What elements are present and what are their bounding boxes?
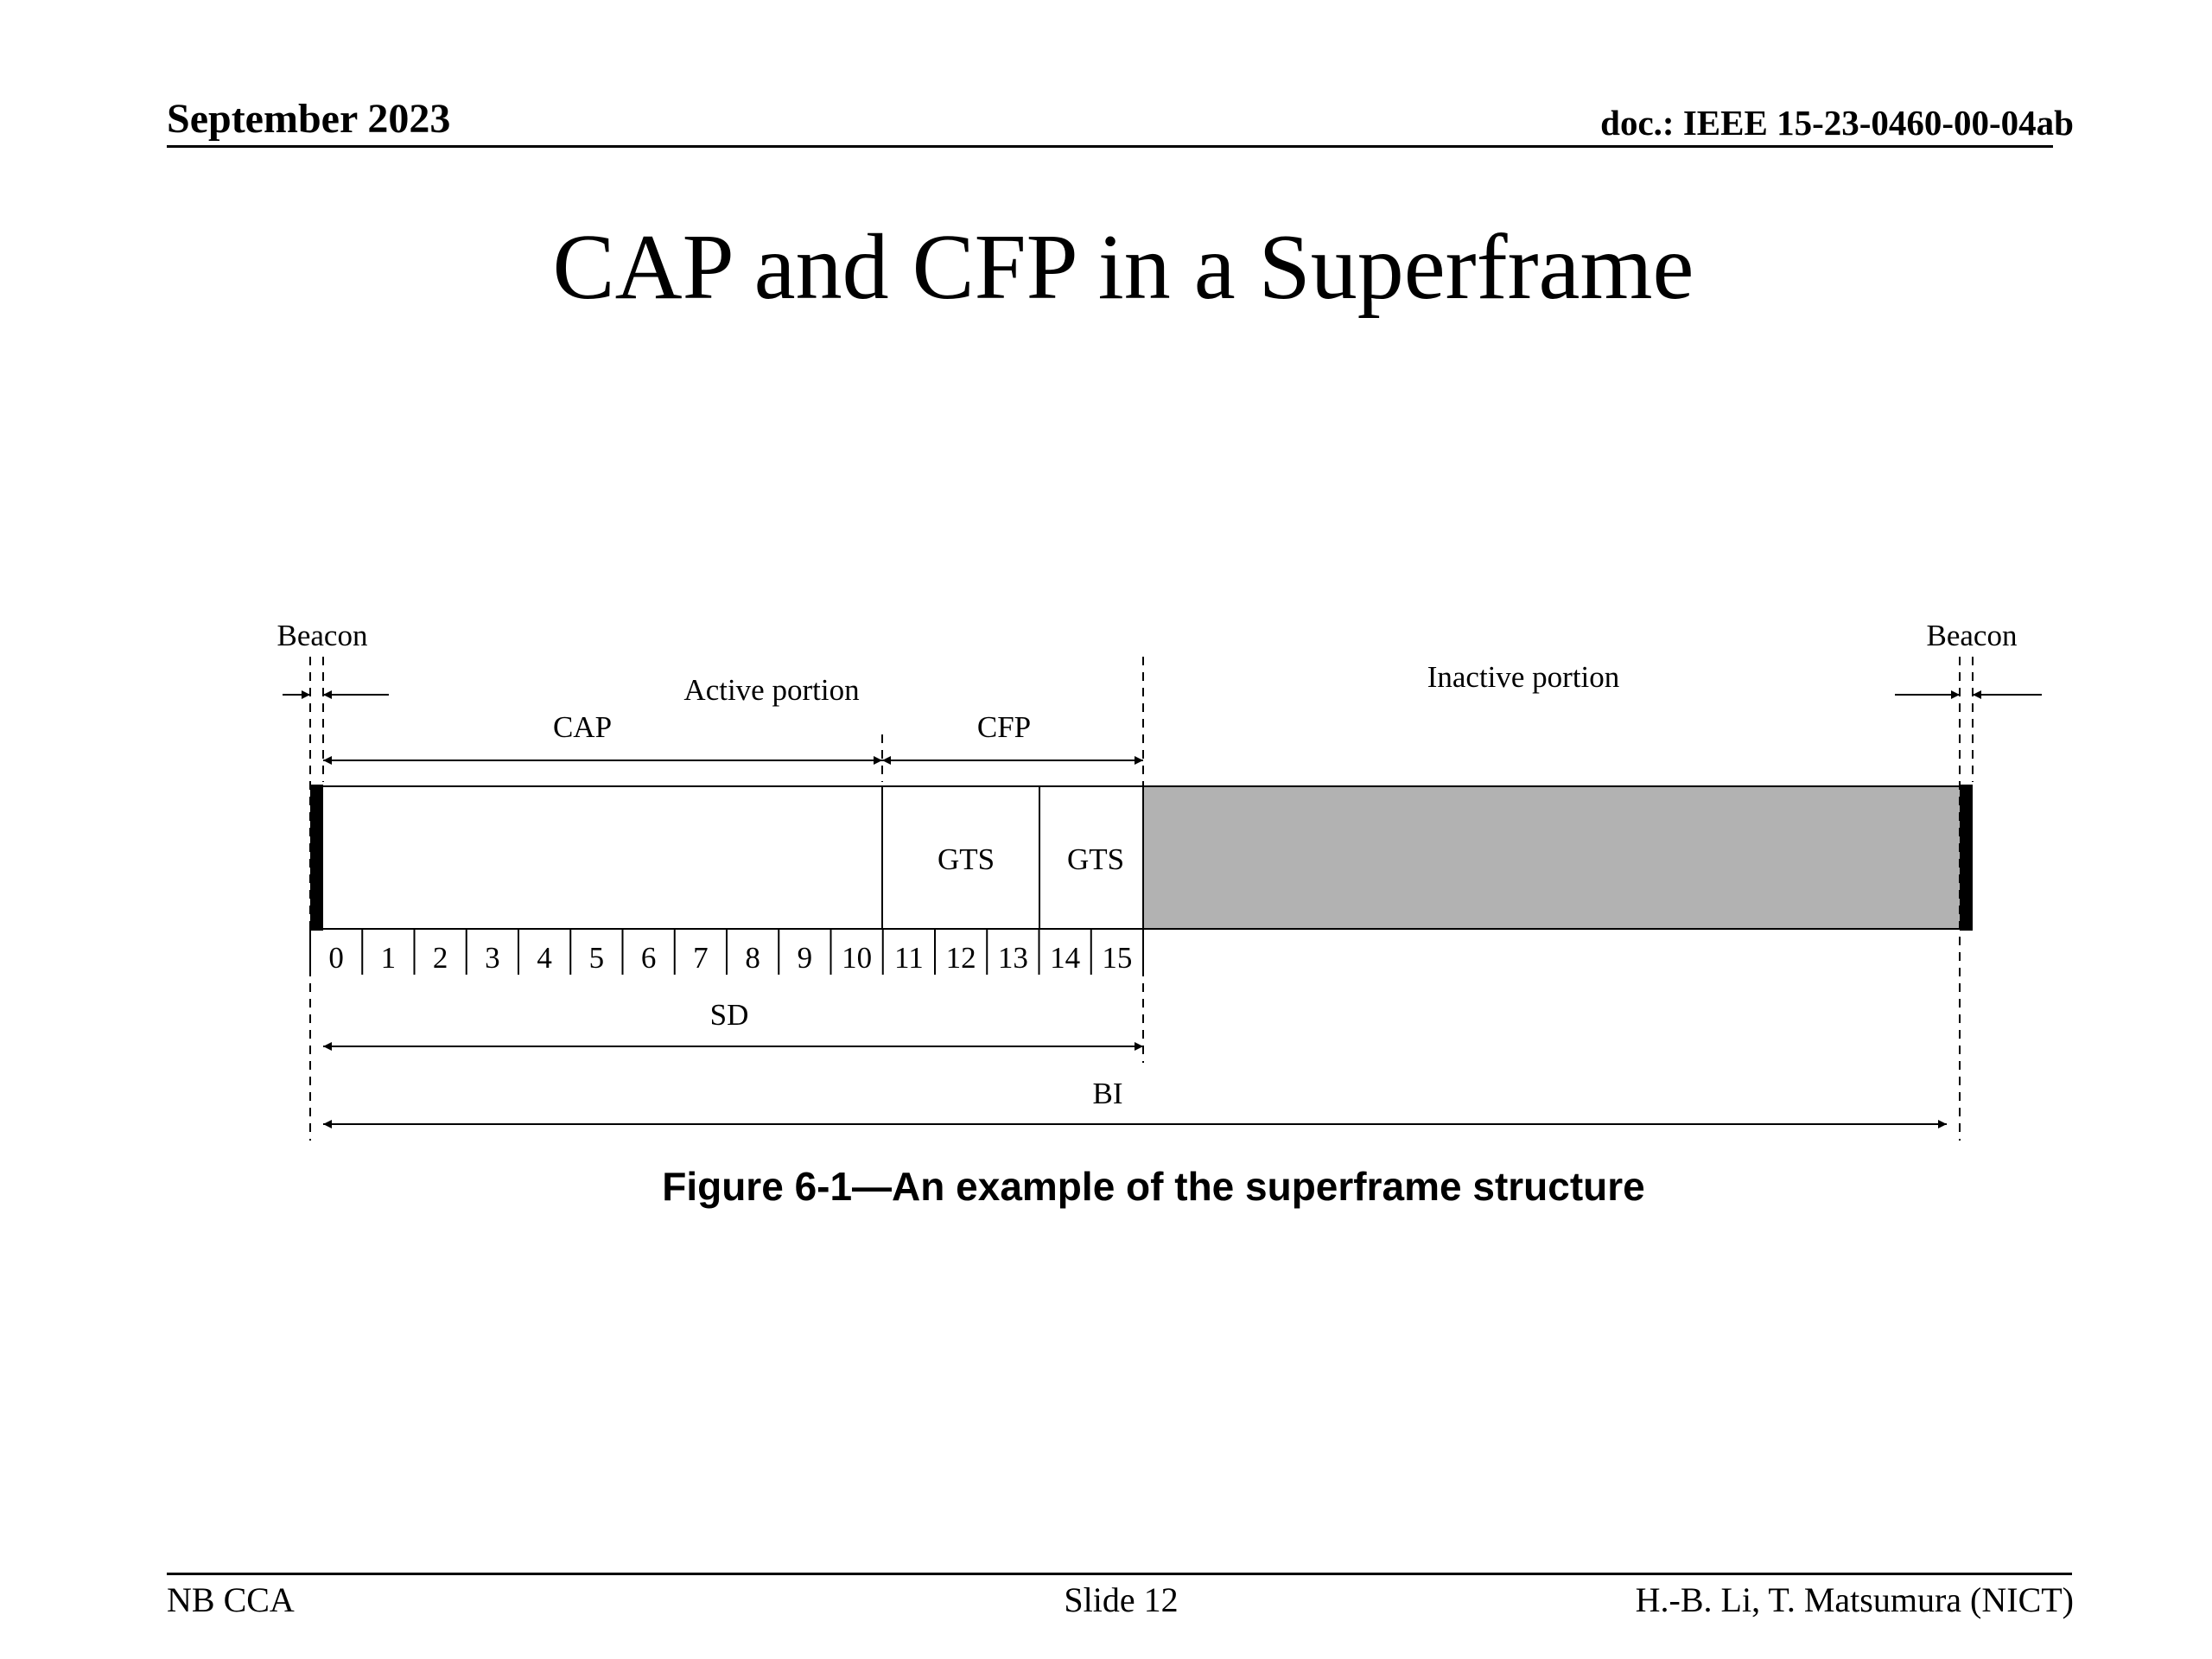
slot-label-3: 3 [485,941,500,975]
gts-label-2: GTS [1066,842,1125,876]
header-date: September 2023 [167,96,451,142]
slot-labels [328,941,1132,975]
slot-label-6: 6 [640,941,657,975]
beacon-left-bar [310,785,323,931]
slot-label-4: 4 [537,941,552,975]
figure-caption: Figure 6-1—An example of the superframe structure [662,1164,1645,1209]
slot-label-11: 11 [894,941,924,975]
bi-label: BI [1092,1077,1123,1110]
slot-label-7: 7 [693,941,709,975]
beacon-left-label: Beacon [276,619,368,652]
beacon-right-label: Beacon [1926,619,2018,652]
slot-label-14: 14 [1050,941,1081,975]
slot-label-9: 9 [797,941,813,975]
slot-label-1: 1 [380,941,397,975]
slot-label-8: 8 [745,941,760,975]
slide-title: CAP and CFP in a Superframe [552,216,1694,319]
cfp-label: CFP [976,710,1032,744]
slot-label-13: 13 [997,941,1028,975]
footer-rule [167,1573,2072,1575]
slot-label-15: 15 [1102,941,1133,975]
slot-label-12: 12 [945,941,976,975]
active-portion-label: Active portion [683,673,860,707]
gts-label-1: GTS [937,842,995,876]
slot-label-0: 0 [328,941,344,975]
sd-label: SD [709,998,749,1032]
footer-left: NB CCA [167,1580,295,1619]
footer-slide-number: Slide 12 [1064,1580,1179,1619]
active-frame [315,786,1143,929]
cap-label: CAP [552,710,613,744]
inactive-portion-label: Inactive portion [1427,660,1620,694]
slot-label-2: 2 [432,941,448,975]
beacon-right-bar [1960,785,1973,931]
footer-authors: H.-B. Li, T. Matsumura (NICT) [1635,1580,2074,1619]
inactive-region [1143,786,1964,929]
slot-label-5: 5 [588,941,605,975]
header-doc-id: doc.: IEEE 15-23-0460-00-04ab [1600,103,2074,143]
slot-label-10: 10 [842,941,873,975]
